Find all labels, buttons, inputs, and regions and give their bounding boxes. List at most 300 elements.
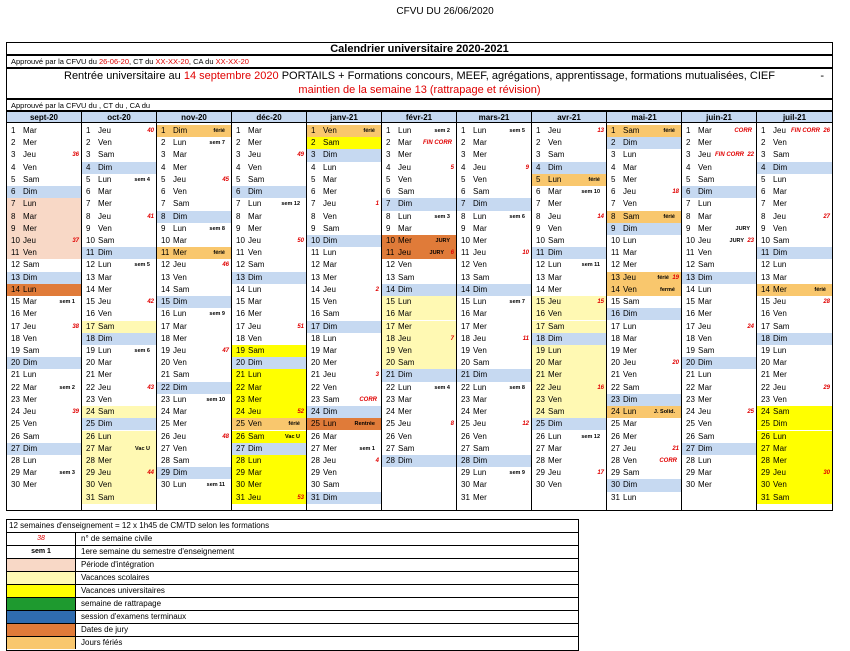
day-number: 2 [11,138,16,148]
day-number: 4 [386,162,391,172]
day-name: Lun [773,431,787,441]
day-cell [157,455,231,467]
day-cell [757,321,832,333]
day-name: Mar [698,211,712,221]
day-number: 7 [311,199,316,209]
day-name: Jeu [323,455,336,465]
day-name: Sam [773,492,790,502]
day-name: Mer [323,272,337,282]
day-number: 13 [461,272,470,282]
day-cell [757,467,832,479]
day-cell [682,479,756,491]
day-cell [232,174,306,186]
day-cell [7,137,81,149]
day-name: Mer [23,480,37,490]
day-name: Mer [698,223,712,233]
day-number: 3 [236,150,241,160]
day-number: 15 [11,297,20,307]
day-number: 12 [611,260,620,270]
day-cell [532,137,606,149]
day-name: Sam [323,138,340,148]
day-name: Dim [323,235,338,245]
day-number: 15 [611,297,620,307]
day-cell [232,467,306,479]
day-cell [757,455,832,467]
week-number: 53 [297,494,304,501]
month-header: sept-20 [7,112,81,123]
month-header: juil-21 [757,112,832,123]
day-cell [682,443,756,455]
day-cell [82,296,156,308]
day-name: Ven [773,394,787,404]
day-cell [607,455,681,467]
day-cell [532,174,606,186]
day-name: Sam [23,345,40,355]
day-name: Lun [323,162,337,172]
day-cell [457,125,531,137]
day-name: Mer [398,407,412,417]
day-name: Lun [248,199,262,209]
day-name: Ven [23,248,37,258]
day-number: 22 [236,382,245,392]
day-number: 6 [386,187,391,197]
day-name: Mar [623,419,637,429]
day-number: 7 [11,199,16,209]
day-name: Lun [323,248,337,258]
day-number: 6 [161,187,166,197]
day-note: sem 11 [206,482,225,489]
day-name: Sam [23,260,40,270]
day-number: 1 [686,126,691,135]
day-number: 23 [236,394,245,404]
day-number: 23 [161,394,170,404]
day-cell [82,431,156,443]
day-cell [7,479,81,491]
day-cell [157,198,231,210]
day-cell [457,137,531,149]
month-header: juin-21 [682,112,756,123]
day-number: 8 [536,211,541,221]
day-cell [82,137,156,149]
day-cell [307,162,381,174]
day-cell [382,321,456,333]
month-header: mars-21 [457,112,531,123]
day-name: Mar [173,407,187,417]
day-number: 19 [11,345,20,355]
day-number: 29 [461,468,470,478]
day-name: Mar [698,468,712,478]
day-number: 31 [311,492,320,502]
day-number: 29 [686,468,695,478]
day-cell [82,235,156,247]
day-cell [307,467,381,479]
day-name: Ven [173,443,187,453]
day-name: Sam [98,150,115,160]
week-number: 47 [222,347,229,354]
day-name: Mar [623,333,637,343]
day-name: Mar [98,272,112,282]
day-cell [307,247,381,259]
day-number: 22 [161,382,170,392]
day-number: 9 [536,223,541,233]
day-name: Jeu [323,199,336,209]
day-cell [232,296,306,308]
day-name: Mar [473,480,487,490]
day-name: Dim [473,370,488,380]
day-name: Ven [473,345,487,355]
day-number: 18 [536,333,545,343]
day-number: 5 [11,174,16,184]
day-cell [82,198,156,210]
day-number: 28 [311,455,320,465]
day-name: Lun [773,260,787,270]
day-cell [682,345,756,357]
day-name: Mer [248,394,262,404]
day-name: Lun [98,431,112,441]
day-number: 7 [161,199,166,209]
day-number: 20 [311,358,320,368]
day-number: 26 [311,431,320,441]
day-name: Mer [98,370,112,380]
day-number: 20 [161,358,170,368]
day-name: Ven [173,187,187,197]
day-name: Mar [173,321,187,331]
day-number: 10 [536,235,545,245]
day-name: Jeu [23,235,36,245]
week-number: 11 [522,335,529,342]
day-note: férié [288,421,300,428]
day-name: Mer [698,394,712,404]
day-number: 13 [161,272,170,282]
day-note: FIN CORR [791,128,820,134]
day-number: 25 [311,419,320,429]
day-cell [307,223,381,235]
day-number: 17 [311,321,320,331]
day-cell [82,492,156,504]
day-note: sem 10 [581,189,600,196]
day-name: Sam [398,443,415,453]
day-name: Ven [623,455,637,465]
day-name: Jeu [323,284,336,294]
day-cell [7,149,81,161]
day-number: 17 [611,321,620,331]
day-name: Lun [98,260,112,270]
day-cell [457,247,531,259]
day-number: 27 [761,443,770,453]
day-number: 11 [236,248,245,258]
day-name: Mar [623,248,637,258]
day-cell [232,479,306,491]
day-cell [457,223,531,235]
day-cell [232,357,306,369]
day-number: 18 [161,333,170,343]
day-cell [232,284,306,296]
day-name: Mer [398,150,412,160]
day-name: Jeu [698,321,711,331]
day-name: Sam [698,260,715,270]
day-number: 26 [461,431,470,441]
week-number: 26 [823,128,830,134]
day-cell [232,455,306,467]
day-name: Dim [23,272,38,282]
day-name: Dim [323,321,338,331]
day-number: 20 [461,358,470,368]
day-name: Jeu [248,235,261,245]
day-name: Dim [173,382,188,392]
day-cell [532,308,606,320]
day-number: 27 [11,443,20,453]
day-number: 16 [161,309,170,319]
day-cell [607,345,681,357]
day-number: 30 [236,480,245,490]
week-number: 4 [375,457,379,464]
day-number: 10 [761,235,770,245]
day-number: 17 [761,321,770,331]
day-number: 19 [311,345,320,355]
day-name: Lun [173,480,187,490]
day-cell [157,247,231,259]
day-name: Sam [623,382,640,392]
day-name: Dim [173,126,188,135]
day-number: 25 [161,419,170,429]
day-cell [157,296,231,308]
day-name: Lun [398,382,412,392]
day-cell [457,369,531,381]
day-number: 12 [86,260,95,270]
day-name: Mer [623,260,637,270]
day-name: Jeu [398,333,411,343]
day-name: Sam [98,321,115,331]
legend-swatch [7,624,76,636]
day-name: Mer [323,358,337,368]
day-cell [457,198,531,210]
day-note: sem 9 [509,470,525,477]
day-number: 16 [686,309,695,319]
day-note: sem 12 [281,201,300,208]
day-number: 27 [311,443,320,453]
legend-row [7,637,578,650]
day-cell [382,247,456,259]
day-cell [757,394,832,406]
day-number: 24 [161,407,170,417]
day-name: Lun [98,174,112,184]
day-number: 4 [161,162,166,172]
day-name: Dim [473,455,488,465]
week-number: 30 [823,470,830,477]
day-cell [232,418,306,430]
day-name: Jeu [98,297,111,307]
day-number: 10 [11,235,20,245]
day-number: 1 [11,126,16,135]
day-name: Ven [23,333,37,343]
day-number: 1 [311,126,316,135]
day-number: 30 [761,480,770,490]
day-cell [307,479,381,491]
day-number: 7 [686,199,691,209]
day-cell [157,174,231,186]
day-number: 11 [461,248,470,258]
day-number: 20 [761,358,770,368]
day-cell [157,259,231,271]
week-number: 7 [450,335,454,342]
day-note: férié [814,286,826,293]
day-cell [457,467,531,479]
legend-swatch: 38 [7,533,76,545]
day-number: 27 [611,443,620,453]
day-number: 30 [86,480,95,490]
day-cell [532,333,606,345]
day-cell [757,174,832,186]
day-cell [157,284,231,296]
week-number: 29 [823,384,830,391]
day-cell [7,198,81,210]
month-column-7 [532,112,607,510]
day-cell [757,149,832,161]
day-name: Ven [473,174,487,184]
day-number: 3 [686,150,691,160]
day-number: 18 [11,333,20,343]
day-note: sem 7 [509,299,525,306]
day-number: 20 [86,358,95,368]
day-name: Lun [248,370,262,380]
month-header: janv-21 [307,112,381,123]
day-number: 24 [311,407,320,417]
day-cell [232,492,306,504]
day-cell [232,443,306,455]
day-number: 9 [11,223,16,233]
day-name: Sam [173,370,190,380]
day-name: Ven [773,309,787,319]
day-number: 16 [311,309,320,319]
day-number: 2 [686,138,691,148]
day-cell [607,149,681,161]
day-number: 5 [536,174,541,184]
day-number: 8 [761,211,766,221]
day-cell [307,431,381,443]
day-name: Mar [698,297,712,307]
day-number: 30 [161,480,170,490]
day-note: férié [213,128,225,134]
day-cell [682,162,756,174]
day-name: Dim [323,150,338,160]
day-cell [532,186,606,198]
day-number: 8 [236,211,241,221]
day-name: Sam [623,126,640,135]
day-cell [532,455,606,467]
day-name: Mer [323,443,337,453]
day-number: 13 [686,272,695,282]
day-number: 26 [11,431,20,441]
maintien-line: maintien de la semaine 13 (rattrapage et révision) [298,84,541,96]
day-cell [82,284,156,296]
day-cell [307,443,381,455]
day-number: 4 [536,162,541,172]
day-cell [382,455,456,467]
day-name: Dim [623,223,638,233]
day-name: Mar [248,126,262,135]
day-number: 23 [311,394,320,404]
day-note: sem 3 [434,213,450,220]
day-number: 18 [761,333,770,343]
day-name: Dim [623,394,638,404]
day-cell [232,394,306,406]
day-name: Mer [473,492,487,502]
day-name: Sam [323,223,340,233]
day-number: 25 [236,419,245,429]
day-note: JURY [435,237,450,244]
day-cell [157,394,231,406]
day-cell [382,223,456,235]
day-number: 31 [86,492,95,502]
day-name: Ven [548,394,562,404]
day-number: 30 [686,480,695,490]
day-name: Mer [698,480,712,490]
day-cell [607,321,681,333]
day-cell [7,394,81,406]
day-number: 21 [86,370,95,380]
legend-label: 1ere semaine du semestre d'enseignement [81,547,235,556]
day-cell [757,223,832,235]
day-number: 20 [611,358,620,368]
day-number: 12 [161,260,170,270]
day-name: Mer [473,150,487,160]
day-cell [7,162,81,174]
day-name: Mar [23,211,37,221]
day-number: 16 [236,309,245,319]
week-number: 27 [823,213,830,220]
day-name: Mar [398,223,412,233]
day-number: 3 [461,150,466,160]
day-number: 13 [761,272,770,282]
day-cell [457,418,531,430]
day-cell [757,406,832,418]
day-cell [532,162,606,174]
day-cell [457,211,531,223]
day-number: 23 [86,394,95,404]
week-number: 2 [375,286,379,293]
day-number: 6 [536,187,541,197]
day-cell [307,369,381,381]
day-number: 22 [536,382,545,392]
day-cell [382,235,456,247]
day-number: 19 [461,345,470,355]
day-cell [232,247,306,259]
day-name: Jeu [23,407,36,417]
day-name: Sam [773,235,790,245]
day-name: Jeu [473,248,486,258]
day-number: 17 [11,321,20,331]
legend-row [7,611,578,624]
day-cell [157,162,231,174]
day-number: 4 [236,162,241,172]
day-number: 8 [461,211,466,221]
day-cell [682,308,756,320]
day-cell [232,223,306,235]
day-cell [757,333,832,345]
day-cell [157,308,231,320]
day-name: Ven [548,223,562,233]
day-name: Mar [23,468,37,478]
day-cell [457,479,531,491]
day-name: Jeu [98,382,111,392]
day-number: 25 [761,419,770,429]
day-name: Lun [173,223,187,233]
day-name: Sam [548,235,565,245]
day-cell [382,406,456,418]
day-name: Mar [398,138,412,148]
day-name: Jeu [398,162,411,172]
day-cell [757,296,832,308]
